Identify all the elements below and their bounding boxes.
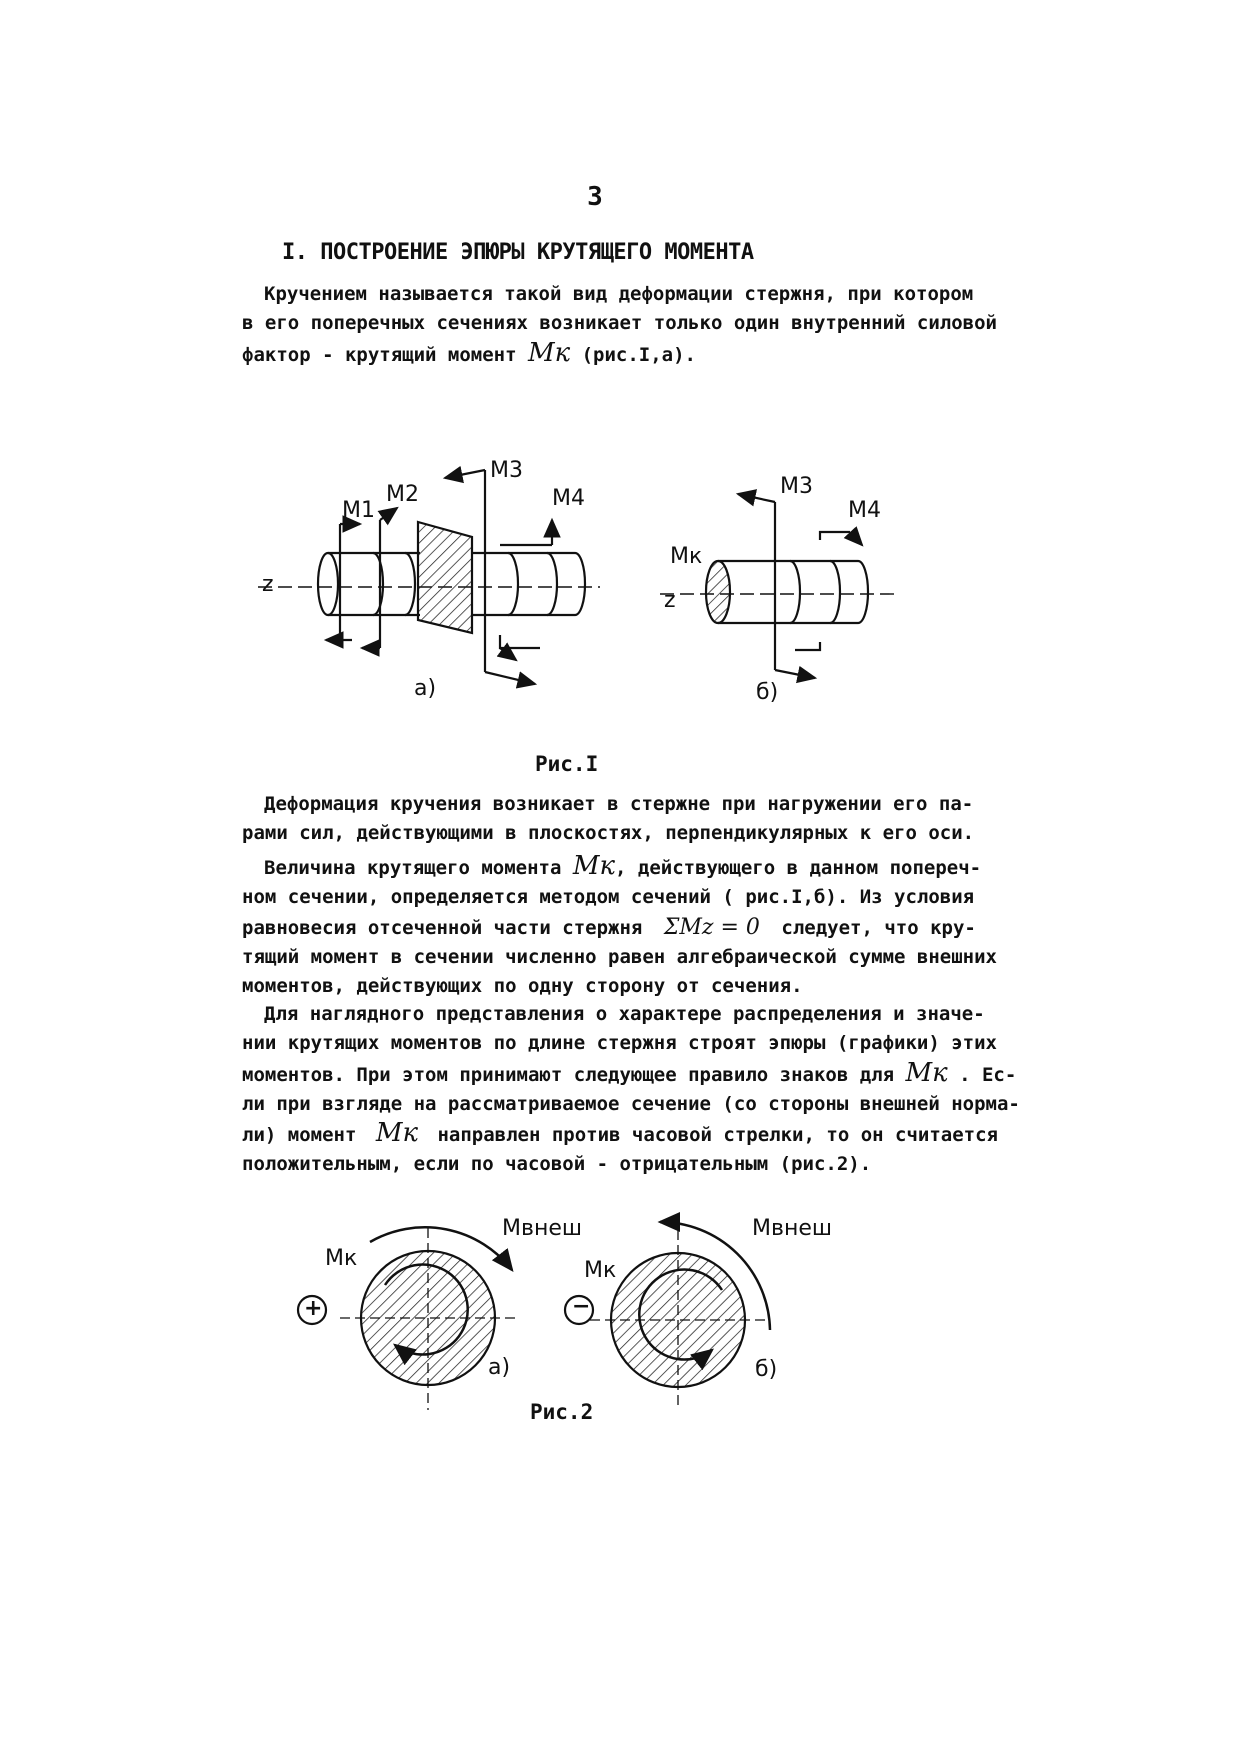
fig2a-label-mk: Mк <box>325 1246 358 1271</box>
p3-line-4: тящий момент в сечении численно равен алгебраической сумме внешних <box>242 945 997 968</box>
fig1a-section-2 <box>405 553 415 615</box>
fig1a-section-4 <box>547 553 557 615</box>
fig1b-label-z: z <box>664 588 676 613</box>
fig1a-section-3 <box>508 553 518 615</box>
fig2b-label-mk: Mк <box>584 1258 617 1283</box>
p4-line-1: Для наглядного представления о характере распределения и значе- <box>264 1003 985 1025</box>
p4-line-4: ли при взгляде на рассматриваемое сечение (со стороны внешней норма- <box>242 1092 1020 1115</box>
fig1a-section-1 <box>373 553 383 615</box>
p4-line-5 <box>242 1119 1034 1150</box>
p3-line-5: моментов, действующих по одну сторону от сечения. <box>242 975 803 998</box>
p4-line-3-pre: моментов. При этом принимают следующее правило знаков для <box>242 1063 895 1086</box>
fig1b-shaft-end <box>858 561 868 623</box>
fig1a-label-m2: M2 <box>386 482 419 507</box>
mk-symbol: Mк <box>528 337 571 368</box>
fig2a-label-mvnesh: Mвнеш <box>502 1216 582 1241</box>
fig2b-label-mvnesh: Mвнеш <box>752 1216 832 1241</box>
fig1a-label-m3: M3 <box>490 458 523 483</box>
p4-line-2: нии крутящих моментов по длине стержня строят эпюры (графики) этих <box>242 1032 997 1055</box>
fig1b-m4-pair <box>820 532 850 540</box>
p4-line-5-post: направлен против часовой стрелки, то он считается <box>437 1124 998 1147</box>
fig1b-section-1 <box>790 561 800 623</box>
fig1b-label-mk: Mк <box>670 544 703 569</box>
p4-line-6: положительным, если по часовой - отрицательным (рис.2). <box>242 1153 872 1176</box>
fig2-label-b: б) <box>755 1357 778 1382</box>
paragraph-3 <box>242 851 1034 1001</box>
fig1-label-b: б) <box>756 680 779 705</box>
p4-line-3 <box>242 1059 1034 1090</box>
paragraph-4 <box>242 1000 1034 1180</box>
mk-symbol-3: Mк <box>905 1057 948 1088</box>
mk-symbol-2: Mк <box>572 851 616 881</box>
fig1a-label-m1: M1 <box>342 498 375 523</box>
p3-line-2: ном сечении, определяется методом сечений ( рис.I,б). Из условия <box>242 886 975 909</box>
page-number: 3 <box>587 182 603 212</box>
p3-line-1-post: , действующего в данном попереч- <box>615 857 982 879</box>
p1-line-3-pre: фактор - крутящий момент <box>242 343 517 366</box>
fig1a-shaft-end <box>318 553 338 615</box>
fig2-caption: Рис.2 <box>530 1400 594 1424</box>
fig2-label-a: а) <box>488 1355 511 1380</box>
p2-line-1: Деформация кручения возникает в стержне при нагружении его па- <box>264 793 974 815</box>
fig2b-minus-sign: − <box>572 1294 591 1319</box>
fig1a-label-z: z <box>262 572 274 597</box>
fig1b-cut-section <box>706 561 730 623</box>
p4-line-5-pre: ли) момент <box>242 1124 357 1147</box>
fig1a-shaft-end-right <box>575 553 585 615</box>
paragraph-2 <box>242 790 1034 849</box>
fig1-label-a: а) <box>414 676 437 701</box>
equilibrium-equation: ΣMz = 0 <box>663 914 760 940</box>
mk-symbol-4: Mк <box>375 1118 418 1149</box>
p3-line-3-post: следует, что кру- <box>781 916 976 939</box>
p1-line-1: Кручением называется такой вид деформации стержня, при котором <box>264 283 974 305</box>
fig1-caption: Рис.I <box>535 752 599 776</box>
fig1a-shaft <box>258 470 600 684</box>
fig1b-section-2 <box>830 561 840 623</box>
p2-line-2: рами сил, действующими в плоскостях, перпендикулярных к его оси. <box>242 822 975 845</box>
p1-line-2: в его поперечных сечениях возникает только один внутренний силовой <box>242 312 997 335</box>
fig1a-m1-pair <box>340 524 352 640</box>
fig1b-label-m3: M3 <box>780 474 813 499</box>
p1-line-3-post: (рис.I,а). <box>581 343 696 366</box>
fig1a-label-m4: M4 <box>552 486 585 511</box>
fig2a-plus-sign: + <box>304 1296 323 1321</box>
section-heading: I. ПОСТРОЕНИЕ ЭПЮРЫ КРУТЯЩЕГО МОМЕНТА <box>282 240 754 265</box>
fig1a-disk <box>418 522 472 633</box>
p3-line-3-pre: равновесия отсеченной части стержня <box>242 916 643 939</box>
p3-line-3 <box>242 913 1034 943</box>
p3-line-1-pre: Величина крутящего момента <box>264 857 562 879</box>
p4-line-3-post: . Ес- <box>959 1063 1017 1086</box>
fig2b-section <box>565 1222 770 1410</box>
p3-line-1 <box>264 852 1034 883</box>
fig1b-label-m4: M4 <box>848 498 881 523</box>
